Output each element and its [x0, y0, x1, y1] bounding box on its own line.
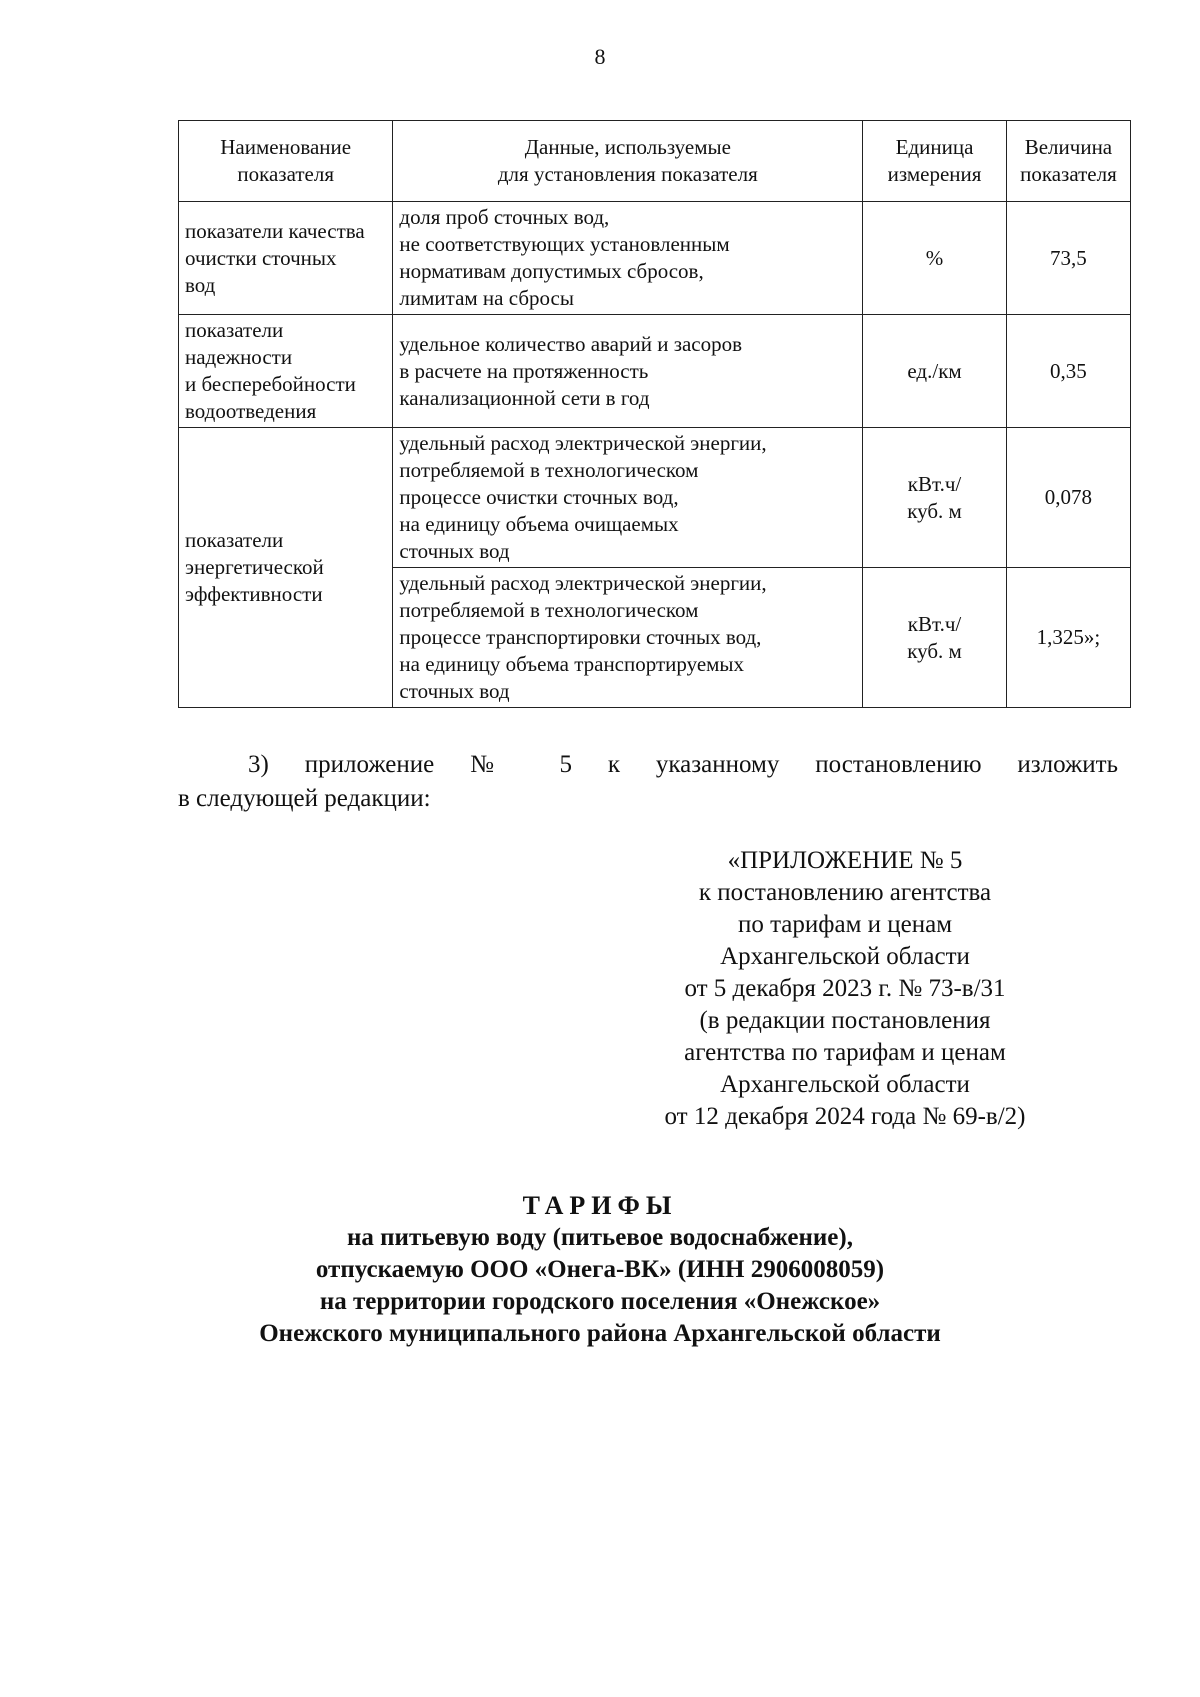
appendix-header — [620, 845, 1070, 1133]
tariffs-subtitle-line: Онежского муниципального района Архангельской области — [259, 1320, 941, 1347]
table-row — [179, 428, 1131, 568]
indicator-value: 73,5 — [1006, 202, 1130, 315]
indicator-data: удельное количество аварий и засоров в расчете на протяженность канализационной сети в год — [393, 315, 863, 428]
indicators-table — [178, 120, 1131, 708]
indicator-data: доля проб сточных вод, не соответствующих установленным нормативам допустимых сбросов, лимитам на сбросы — [393, 202, 863, 315]
tariffs-title: ТАРИФЫ — [522, 1191, 678, 1220]
tariffs-subtitle-line: отпускаемую ООО «Онега-ВК» (ИНН 2906008059) — [315, 1256, 885, 1283]
appendix-line: Архангельской области — [720, 1071, 970, 1098]
tariffs-heading — [0, 1190, 1200, 1350]
header-source-data: Данные, используемые для установления показателя — [393, 121, 863, 202]
table-row — [179, 202, 1131, 315]
tariffs-subtitle-line: на питьевую воду (питьевое водоснабжение), — [347, 1224, 853, 1251]
indicator-name: показатели качества очистки сточных вод — [179, 202, 393, 315]
indicator-unit: ед./км — [863, 315, 1007, 428]
appendix-line: агентства по тарифам и ценам — [684, 1039, 1006, 1066]
appendix-line: к постановлению агентства — [698, 879, 992, 906]
appendix-line: (в редакции постановления — [699, 1007, 991, 1034]
indicator-value: 0,35 — [1006, 315, 1130, 428]
indicator-value: 1,325»; — [1006, 568, 1130, 708]
appendix-line: «ПРИЛОЖЕНИЕ № 5 — [727, 847, 963, 874]
indicator-data: удельный расход электрической энергии, потребляемой в технологическом процессе очистки сточных вод, на единицу объема очищаемых сточных вод — [393, 428, 863, 568]
indicator-name: показатели надежности и бесперебойности водоотведения — [179, 315, 393, 428]
appendix-line: по тарифам и ценам — [737, 911, 953, 938]
indicator-value: 0,078 — [1006, 428, 1130, 568]
indicator-unit: % — [863, 202, 1007, 315]
header-indicator-name: Наименование показателя — [179, 121, 393, 202]
tariffs-subtitle-line: на территории городского поселения «Онежское» — [319, 1288, 881, 1315]
page-number: 8 — [594, 44, 606, 69]
indicator-data: удельный расход электрической энергии, потребляемой в технологическом процессе транспортировки сточных вод, на единицу объема транспортируемых сточных вод — [393, 568, 863, 708]
table-header-row — [179, 121, 1131, 202]
table-row — [179, 315, 1131, 428]
indicator-name: показатели энергетической эффективности — [179, 428, 393, 708]
header-value: Величина показателя — [1006, 121, 1130, 202]
appendix-line: от 12 декабря 2024 года № 69-в/2) — [664, 1103, 1026, 1130]
amendment-paragraph-continuation: в следующей редакции: — [178, 785, 431, 812]
indicator-unit: кВт.ч/ куб. м — [863, 568, 1007, 708]
appendix-line: Архангельской области — [720, 943, 970, 970]
appendix-line: от 5 декабря 2023 г. № 73-в/31 — [684, 975, 1006, 1002]
header-unit: Единица измерения — [863, 121, 1007, 202]
indicator-unit: кВт.ч/ куб. м — [863, 428, 1007, 568]
amendment-paragraph: 3) приложение № 5 к указанному постановлению изложить — [248, 751, 1118, 778]
